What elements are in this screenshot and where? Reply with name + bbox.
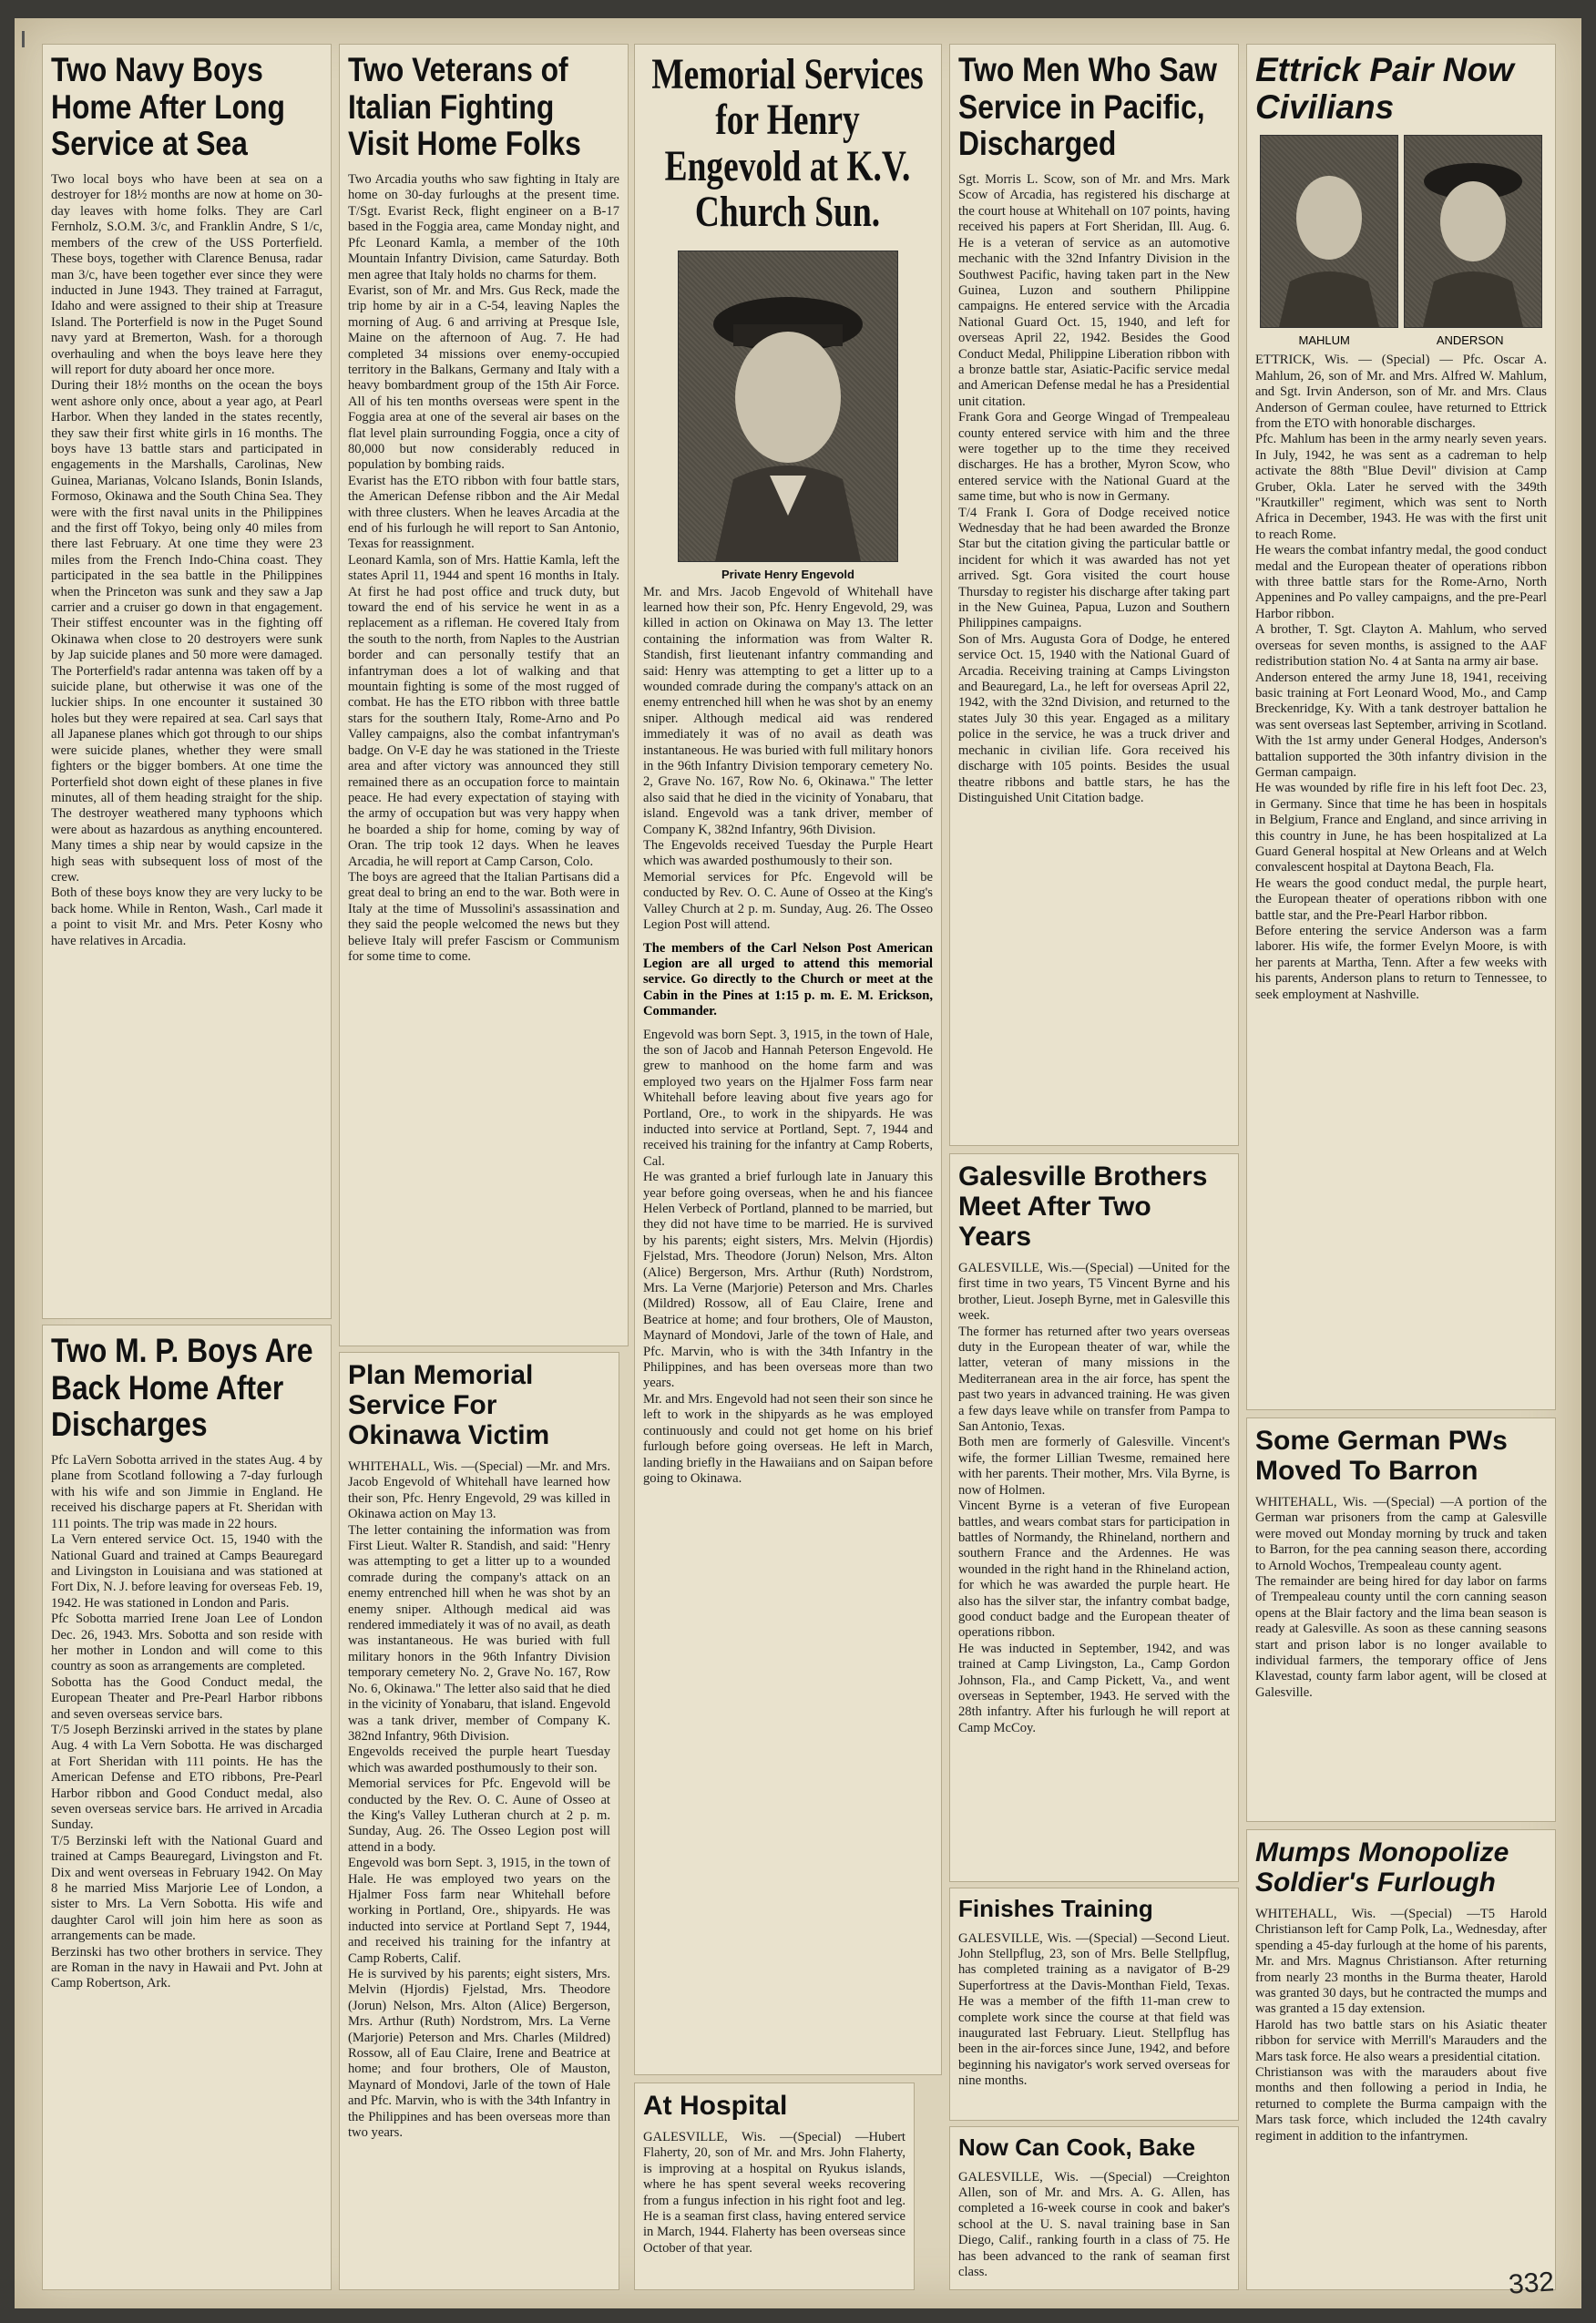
article-pacific [949,44,1239,1146]
article-body: WHITEHALL, Wis. —(Special) —Mr. and Mrs. Jacob Engevold of Whitehall have learned how their son, Pfc. Henry Engevold, 29 was killed in Okinawa action on May 13. The letter containing the information was from First Lieut. Walter R. Standish, and said: "Henry was attempting to get a litter up to a wounded comrade during the company's attack on an enemy entrenched hill when he was shot by an enemy sniper. Although medical aid was rendered immediately it was of no avail, as death was instantaneous. He was buried with full military honors in the 96th Infantry Division temporary cemetery No. 2, Grave No. 167, Row No. 6, Okinawa." The letter also said that he died in the vicinity of Yonabaru, that island. Engevold was a tank driver, member of Company K. 382nd Infantry, 96th Division. Engevolds received the purple heart Tuesday which was awarded posthumously to their son. Memorial services for Pfc. Engevold will be conducted by the Rev. O. C. Aune of Osseo at the King's Valley Lutheran church at 2 p. m. Sunday, Aug. 26. The Osseo Legion post will attend in a body. Engevold was born Sept. 3, 1915, in the town of Hale. He was employed two years on the Hjalmer Foss farm near Whitehall before working in Portland, Ore., shipyards. He was inducted into service at Portland Sept 7, 1944, and received his training for the infantry at Camp Roberts, Calif. He is survived by his parents; eight sisters, Mrs. Melvin (Hjordis) Fjelstad, Mrs. Theodore (Jorun) Nelson, Mrs. Alton (Alice) Bergerson, Mrs. Arthur (Ruth) Nordstrom, Mrs. La Verne (Marjorie) Peterson and Mrs. Charles (Mildred) Rossow, all of Eau Claire, Irene and Beatrice at home; and four brothers, Ole of Mauston, Maynard of Mondovi, Jarle of the town of Hale and Pfc. Marvin, who is with the 34th Infantry in the Philippines and has been overseas more than two years. [348,1459,610,2141]
article-body: Sgt. Morris L. Scow, son of Mr. and Mrs. Mark Scow of Arcadia, has registered his discharge at the court house at Whitehall on 107 points, having received his papers at Fort Sheridan, Ill. Aug. 6. He is a veteran of service as an automotive mechanic with the 32nd Infantry Division in the Southwest Pacific, having taken part in the New Guinea, Luzon and southern Philippine campaigns. He entered service with the Arcadia National Guard Oct. 15, 1940, and left for overseas April 22, 1942. Besides the Good Conduct Medal, Philippine Liberation ribbon with a bronze battle star, Asiatic-Pacific service medal and American Defense medal he has a Presidential unit citation. Frank Gora and George Wingad of Trempealeau county entered service with him and the three were together up to the time they received discharges. He has a brother, Myron Scow, who entered service with the National Guard at the same time, but who is now in Germany. T/4 Frank I. Gora of Dodge received notice Wednesday that he had been awarded the Bronze Star but the citation giving the particular battle or incident for which it was awarded has not yet arrived. Sgt. Gora visited the court house Thursday to register his discharge after taking part in the New Guinea, Papua, Luzon and Southern Philippines campaigns. Son of Mrs. Augusta Gora of Dodge, he entered service Oct. 15, 1940 with the National Guard of Arcadia. Receiving training at Camps Livingston and Beauregard, La., he left for overseas April 22, 1942, with the 32nd Division, and returned to the states July 30 this year. Engaged as a military police in the service, he was a truck driver and mechanic in civilian life. Gora received his discharge with 105 points. Besides the usual theatre ribbons and battle stars, he has the Distinguished Unit Citation badge. [958,172,1230,805]
headline: Two Veterans of Italian Fighting Visit Home Folks [348,51,581,163]
article-body: GALESVILLE, Wis.—(Special) —United for the first time in two years, T5 Vincent Byrne and his brother, Lieut. Joseph Byrne, met in Galesville this week. The former has returned after two years overseas duty in the European theater of war, while the latter, veteran of many missions in the Mediterranean area in the air force, has spent the past two years in advanced training. He was given a few days leave while on transfer from Pampa to San Antonio, Texas. Both men are formerly of Galesville. Vincent's wife, the former Lillian Twesme, remained here with her parents. Their mother, Mrs. Vila Byrne, is now of Holmen. Vincent Byrne is a veteran of five European battles, and wears combat stars for participation in battles of Normandy, the Rhineland, northern and southern France and the Ardennes. He was wounded in the right hand in the Rhineland action, for which he was awarded the purple heart. He also has the silver star, the infantry combat badge, good conduct badge and the European theater of operations ribbon. He was inducted in September, 1942, and was trained at Camp Livingston, La., Camp Gordon Johnson, Fla., and Camp Pickett, Va., and went overseas in September, 1943. He served with the 28th infantry. After his furlough he will report at Camp McCoy. [958,1261,1230,1735]
article-plan-memorial [339,1352,619,2290]
portrait-figure [1414,145,1532,327]
article-mp-boys [42,1325,332,2290]
headline: Two Men Who Saw Service in Pacific, Discharged [958,51,1218,163]
article-hospital [634,2083,915,2290]
headline: Finishes Training [958,1895,1153,1922]
portrait-figure [1270,154,1388,327]
photo-henry-engevold [678,251,898,562]
headline: Mumps Monopolize Soldier's Furlough [1255,1837,1509,1898]
headline: Galesville Brothers Meet After Two Years [958,1162,1208,1252]
article-training [949,1888,1239,2121]
caption-anderson: ANDERSON [1436,333,1504,348]
article-ettrick [1246,44,1556,1410]
article-body: WHITEHALL, Wis. —(Special) —T5 Harold Christianson left for Camp Polk, La., Wednesday, after spending a 45-day furlough at the home of his parents, Mr. and Mrs. Magnus Christianson. After returning from nearly 23 months in the Burma theater, Harold was granted 30 days, but he contracted the mumps and was granted a 15 day extension. Harold has two battle stars on his Asiatic theater ribbon for service with Merrill's Marauders and the Mars task force. He also wears a presidential citation. Christianson was with the marauders about five months and then following a period in India, he returned to complete the Burma campaign with the Mars task force, which included the 124th cavalry regiment in addition to the infantrymen. [1255,1907,1547,2144]
headline: Two Navy Boys Home After Long Service at Sea [51,51,285,163]
portrait-figure [697,270,879,561]
article-body: Two local boys who have been at sea on a destroyer for 18½ months are now at home on 30-day leaves with home folks. They are Carl Fernholz, S.O.M. 3/c, and Franklin Andre, S 1/c, members of the crew of the USS Porterfield. These boys, together with Clarence Benusa, radar man 3/c, have been together ever since they were inducted in June 1943. They trained at Farragut, Idaho and were assigned to their ship at Treasure Island. The Porterfield is now in the Puget Sound navy yard at Bremerton, Wash. for a thorough overhauling and when the boys leave here they will report for duty aboard her once more. During their 18½ months on the ocean the boys went ashore only once, about a year ago, at Pearl Harbor. When they landed in the states recently, they saw their first white girls in 16 months. The boys have 13 battle stars and participated in engagements in the Marshalls, Carolinas, New Guinea, Marianas, Volcano Islands, Bonin Islands, Formoso, Okinawa and the South China Sea. They were with the first naval units in the Philippines and the first off Tokyo, being only 40 miles from there last February. At one time they were 23 miles from the French Indo-China coast. They participated in the sea battle in the Philippines when the Princeton was sunk and they saw a Jap carrier and a cruiser go down in that engagement. Their stiffest encounter was in the fighting off Okinawa when close to 20 destroyers were sunk by Jap suicide planes and 50 more were damaged. The Porterfield's radar antenna was taken off by a suicide plane, but otherwise it was one of the luckier ships. In one encounter it sustained 30 holes but they were repaired at sea. Carl says that all Japanese planes which got through to our ships were suicide planes, whether they were small fighters or the bigger bombers. At one time the Porterfield shot down eight of these planes in five minutes, all of them heading straight for the ship. The destroyer weathered many typhoons which were about as hazardous as anything encountered. Many times a ship near by would capsize in the high seas with subsequent loss of most of the crew. Both of these boys know they are very lucky to be back home. While in Renton, Wash., Carl made it a point to visit Mr. and Mrs. Peter Kosny who have relatives in Arcadia. [51,172,322,948]
headline: Ettrick Pair Now Civilians [1255,51,1514,126]
article-navy-boys [42,44,332,1319]
headline: Memorial Services for Henry Engevold at K.V. Church Sun. [651,50,925,237]
photo-row [1255,135,1547,328]
photo-anderson [1404,135,1542,328]
article-veterans [339,44,629,1346]
photo-captions [1255,333,1547,347]
article-german-pws [1246,1417,1556,1822]
caption-mahlum: MAHLUM [1298,333,1350,348]
scrapbook-page [15,18,1581,2308]
photo-mahlum [1260,135,1398,328]
headline: Plan Memorial Service For Okinawa Victim [348,1360,550,1450]
article-body-continued: Engevold was born Sept. 3, 1915, in the town of Hale, the son of Jacob and Hannah Peterson Engevold. He grew to manhood on the home farm and was employed two years on the Hjalmer Foss farm near Whitehall before leaving about five years ago for Portland, Ore., to work in the shipyards. He was inducted into service at Portland, Sept. 7, 1944 and received his training for the infantry at Camp Roberts, Cal. He was granted a brief furlough late in January this year before going overseas, when he and his fiancee Helen Verbeck of Portland, planned to be married, but they did not have time to be married. He is survived by his parents; eight sisters, Mrs. Melvin (Hjordis) Fjelstad, Mrs. Theodore (Jorun) Nelson, Mrs. Alton (Alice) Bergerson, Mrs. Arthur (Ruth) Nordstrom, Mrs. La Verne (Marjorie) Peterson and Mrs. Charles (Mildred) Rossow, all of Eau Claire, Irene and Beatrice at home; and four brothers, Ole of Mauston, Maynard of Mondovi, Jarle of the town of Hale, and Pfc. Marvin, who is with the 34th Infantry in the Philippines, and has been overseas more than two years. Mr. and Mrs. Engevold had not seen their son since he left to work in the shipyards as he was employed continuously and could not get home on his brief furlough before going overseas. He left in March, landing briefly in the Hawaiians and on Saipan before going to Okinawa. [643,1027,933,1486]
headline: Now Can Cook, Bake [958,2134,1196,2161]
article-body: Mr. and Mrs. Jacob Engevold of Whitehall have learned how their son, Pfc. Henry Engevold, 29, was killed in action on Okinawa on May 13. The letter containing the information was from Walter R. Standish, first lieutenant infantry commanding and said: Henry was attempting to get a litter up to a wounded comrade during the company's attack on an enemy entrenched hill when he was shot by an enemy sniper. Although medical aid was rendered immediately it was of no avail as death was instantaneous. He was buried with full military honors in the 96th Infantry Division temporary cemetery No. 2, Grave No. 167, Row No. 6, Okinawa." The letter also said that he died in the vicinity of Yonabaru, that island. Engevold was a tank driver, member of Company K, 382nd Infantry, 96th Division. The Engevolds received Tuesday the Purple Heart which was awarded posthumously to their son. Memorial services for Pfc. Engevold will be conducted by Rev. O. C. Aune of Osseo at the King's Valley Church at 2 p. m. Sunday, Aug. 26. The Osseo Legion Post will attend. [643,584,933,933]
article-body: GALESVILLE, Wis. —(Special) —Second Lieut. John Stellpflug, 23, son of Mrs. Belle Stellpflug, has completed training as a navigator of B-29 Superfortress at the Davis-Monthan Field, Texas. He was a member of the fifth 11-man crew to complete work since the course at that field was inaugurated last February. Lieut. Stellpflug has been in the air-forces since June, 1942, and before beginning his navigator's work served overseas for nine months. [958,1930,1230,2089]
article-galesville-brothers [949,1153,1239,1882]
headline: Two M. P. Boys Are Back Home After Discharges [51,1332,313,1444]
headline: At Hospital [643,2091,788,2121]
article-cook [949,2126,1239,2290]
legion-notice: The members of the Carl Nelson Post American Legion are all urged to attend this memorial service. Go directly to the Church or meet at the Cabin in the Pines at 1:15 p. m. E. M. Erickson, Commander. [643,940,933,1019]
article-body: WHITEHALL, Wis. —(Special) —A portion of the German war prisoners from the camp at Galesville were moved out Monday morning by truck and taken to Barron, for the pea canning season there, according to Arnold Wochos, Trempealeau county agent. The remainder are being hired for day labor on farms of Trempealeau county until the corn canning season opens at the Blair factory and the lima bean season is ready at Galesville. As soon as these canning seasons start and prison labor is no longer available to individual farmers, the temporary office of Jens Klavestad, county farm labor agent, will be closed at Galesville. [1255,1495,1547,1700]
article-body: Pfc LaVern Sobotta arrived in the states Aug. 4 by plane from Scotland following a 7-day furlough with his wife and son Jimmie in England. He received his discharge papers at Ft. Sheridan with 111 points. The trip was made in 22 hours. La Vern entered service Oct. 15, 1940 with the National Guard and trained at Camps Beauregard and Livingston in Louisiana and was stationed at Fort Dix, N. J. before leaving for overseas Feb. 19, 1942. He was stationed in London and Paris. Pfc Sobotta married Irene Joan Lee of London Dec. 26, 1943. Mrs. Sobotta and son reside with her mother in London and will come to this country as soon as arrangements are completed. Sobotta has the Good Conduct medal, the European Theater and Pre-Pearl Harbor ribbons and seven overseas service bars. T/5 Joseph Berzinski arrived in the states by plane Aug. 4 with La Vern Sobotta. He was discharged at Fort Sheridan with 111 points. He has the American Defense and ETO ribbons, Pre-Pearl Harbor ribbon and Good Conduct medal, also seven overseas service bars. He arrived in Arcadia Sunday. T/5 Berzinski left with the National Guard and trained at Camps Beauregard, Livingston and Ft. Dix and went overseas in February 1942. On May 8 he married Miss Marjorie Lee of London, a sister to Mrs. La Vern Sobotta. His wife and daughter Carol will join him here as soon as arrangements can be made. Berzinski has two other brothers in service. They are Roman in the navy in Hawaii and Pvt. John at Camp Robertson, Ark. [51,1453,322,1991]
article-body: ETTRICK, Wis. — (Special) — Pfc. Oscar A. Mahlum, 26, son of Mr. and Mrs. Alfred W. Mahlum, and Sgt. Irvin Anderson, son of Mr. and Mrs. Claus Anderson of German coulee, have returned to Ettrick from the ETO with honorable discharges. Pfc. Mahlum has been in the army nearly seven years. In July, 1942, he was sent as a cadreman to help activate the 88th "Blue Devil" division at Camp Gruber, Okla. Later he served with the 349th "Krautkiller" regiment, which was sent to North Africa in December, 1943. He was with the first unit to reach Rome. He wears the combat infantry medal, the good conduct medal and the European theater of operations ribbon with three battle stars for the Rome-Arno, North Appenines and Po valley campaigns, and the pre-Pearl Harbor ribbon. A brother, T. Sgt. Clayton A. Mahlum, who served overseas for seven months, is assigned to the AAF redistribution station No. 4 at Santa na army air base. Anderson entered the army June 18, 1941, receiving basic training at Fort Leonard Wood, Mo., and Camp Breckenridge, Ky. With a tank destroyer battalion he was sent overseas last September, arriving in Scotland. With the 1st army under General Hodges, Anderson's battalion supported the 30th infantry division in the German campaign. He was wounded by rifle fire in his left foot Dec. 23, in Germany. Since that time he has been in hospitals in Belgium, France and England, and since arriving in this country in June, he has been hospitalized at La Guard General hospital at New Orleans and at Welch convalescent hospital at Daytona Beach, Fla. He wears the good conduct medal, the purple heart, the European theater of operations ribbon with one battle star, and the Pre-Pearl Harbor ribbon. Before entering the service Anderson was a farm laborer. His wife, the former Evelyn Moore, is with her parents at Martha, Tenn. After a few weeks with his parents, Anderson plans to return to Tennessee, to seek employment at Nashville. [1255,353,1547,1002]
article-body: GALESVILLE, Wis. —(Special) —Creighton Allen, son of Mr. and Mrs. A. G. Allen, has completed a 16-week course in cook and baker's school at the U. S. naval training base in San Diego, Calif., ranking fourth in a class of 75. He has been advanced to the rank of seaman first class. [958,2169,1230,2280]
page-edge-mark [22,31,25,47]
article-memorial-kv [634,44,942,2075]
page-number: 332 [1507,2267,1556,2300]
article-mumps [1246,1829,1556,2290]
photo-caption: Private Henry Engevold [721,567,854,581]
article-body: GALESVILLE, Wis. —(Special) —Hubert Flaherty, 20, son of Mr. and Mrs. John Flaherty, is improving at a hospital on Ryukus islands, where he has spent several weeks recovering from a fungus infection in his right foot and leg. He is a seaman first class, having entered service in March, 1944. Flaherty has been overseas since October of that year. [643,2130,905,2256]
headline: Some German PWs Moved To Barron [1255,1426,1508,1486]
article-body: Two Arcadia youths who saw fighting in Italy are home on 30-day furloughs at the present time. T/Sgt. Evarist Reck, flight engineer on a B-17 based in the Foggia area, came Monday night, and Pfc Leonard Kamla, a member of the 10th Mountain Infantry Division, came Saturday. Both men agree that Italy holds no charms for them. Evarist, son of Mr. and Mrs. Gus Reck, made the trip home by air in a C-54, leaving Naples the morning of Aug. 6 and arriving at Presque Isle, Maine on the afternoon of Aug. 7. He had completed 34 missions over enemy-occupied territory in the Balkans, Germany and Italy with a heavy bombardment group of the 15th Air Force. All of his ten months overseas were spent in the Foggia area at one of the several air bases on the flat level plain surrounding Foggia, once a city of 80,000 but now considerably reduced in population by bombing raids. Evarist has the ETO ribbon with four battle stars, the American Defense ribbon and the Air Medal with three clusters. When he leaves Arcadia at the end of his furlough he will report to San Antonio, Texas for reassignment. Leonard Kamla, son of Mrs. Hattie Kamla, left the states April 11, 1944 and spent 16 months in Italy. At first he had post office and truck duty, but toward the end of his service he went in as a replacement as a rifleman. He covered Italy from the south to the north, from Naples to the Austrian border and can personally testify that an infantryman does a lot of walking and that mountain fighting is some of the most rugged of combat. He has the ETO ribbon with three battle stars for the southern Italy, Rome-Arno and Po Valley campaigns, also the combat infantryman's badge. On V-E day he was stationed in the Trieste area and after victory was announced they still remained there as an occupation force to maintain peace. He had every expectation of staying with the army of occupation but was very happy when he boarded a ship for home, coming by way of Oran. The trip took 12 days. When he leaves Arcadia, he will report at Camp Carson, Colo. The boys are agreed that the Italian Partisans did a great deal to bring an end to the war. Both were in Italy at the time of Mussolini's assassination and they said the people welcomed the news but they believe Italy will prefer Fascism or Communism for some time to come. [348,172,619,964]
